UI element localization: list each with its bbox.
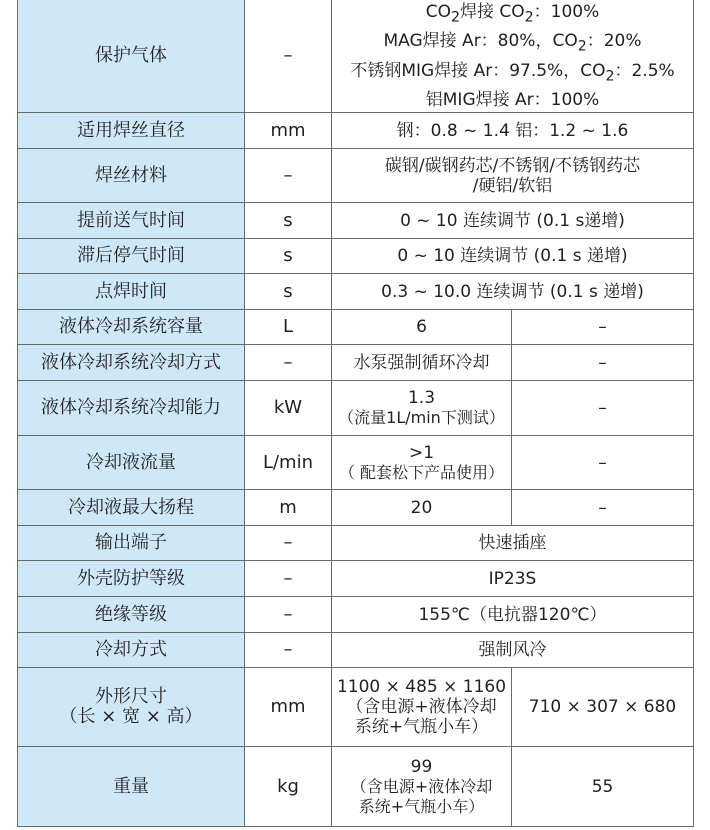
row-value: 快速插座	[332, 526, 694, 561]
table-row	[18, 597, 694, 633]
row-unit: –	[245, 149, 332, 203]
row-unit: –	[245, 633, 332, 668]
table-row	[18, 345, 694, 381]
row-label: 滞后停气时间	[18, 239, 245, 274]
row-label: 焊丝材料	[18, 149, 245, 203]
row-value-b: 55	[512, 747, 694, 827]
row-value: 碳钢/碳钢药芯/不锈钢/不锈钢药芯 /硬铝/软铝	[332, 149, 694, 203]
row-unit: L	[245, 310, 332, 345]
value-note: （含电源+液体冷却 系统+气瓶小车）	[350, 776, 493, 816]
row-label: 液体冷却系统容量	[18, 310, 245, 345]
table-row	[18, 203, 694, 239]
row-unit: –	[245, 561, 332, 597]
row-value-b: –	[512, 436, 694, 490]
row-unit: –	[245, 526, 332, 561]
row-value-a: 水泵强制循环冷却	[332, 345, 512, 381]
row-unit: –	[245, 345, 332, 381]
row-label: 冷却液最大扬程	[18, 490, 245, 526]
value-main: 99	[410, 756, 433, 777]
row-label: 保护气体	[18, 0, 245, 113]
row-unit: s	[245, 274, 332, 310]
table-row	[18, 526, 694, 561]
table-row	[18, 747, 694, 827]
table-row	[18, 239, 694, 274]
row-value: 强制风冷	[332, 633, 694, 668]
row-unit: kW	[245, 381, 332, 436]
row-value-b: –	[512, 345, 694, 381]
row-value-b: 710 × 307 × 680	[512, 668, 694, 747]
table-row	[18, 0, 694, 113]
row-label: 重量	[18, 747, 245, 827]
row-value-a: 6	[332, 310, 512, 345]
gas-line: $CO_2$焊接 $CO_2$：100%	[425, 2, 600, 26]
value-note: （流量1L/min下测试）	[338, 408, 505, 428]
row-value-b: –	[512, 490, 694, 526]
row-unit: –	[245, 597, 332, 633]
row-value-a	[332, 381, 512, 436]
row-value: 0.3 ~ 10.0 连续调节 (0.1 s 递增)	[332, 274, 694, 310]
row-label: 绝缘等级	[18, 597, 245, 633]
row-value: IP23S	[332, 561, 694, 597]
gas-line: MAG焊接 Ar：80%，$CO_2$：20%	[383, 31, 642, 55]
gas-line: 铝MIG焊接 Ar：100%	[425, 90, 600, 111]
row-value-b: –	[512, 310, 694, 345]
row-label: 适用焊丝直径	[18, 113, 245, 149]
table-row	[18, 381, 694, 436]
table-row	[18, 436, 694, 490]
row-value: 0 ~ 10 连续调节 (0.1 s递增)	[332, 203, 694, 239]
table-row	[18, 113, 694, 149]
row-unit: m	[245, 490, 332, 526]
table-row	[18, 149, 694, 203]
row-label: 输出端子	[18, 526, 245, 561]
row-label: 提前送气时间	[18, 203, 245, 239]
row-value-a	[332, 436, 512, 490]
row-label: 冷却方式	[18, 633, 245, 668]
table-row	[18, 668, 694, 747]
value-main: >1	[408, 442, 435, 463]
spec-table	[17, 0, 694, 827]
row-unit: –	[245, 0, 332, 113]
row-value-b: –	[512, 381, 694, 436]
row-unit: kg	[245, 747, 332, 827]
row-unit: mm	[245, 113, 332, 149]
row-value: 155℃（电抗器120℃）	[332, 597, 694, 633]
table-row	[18, 310, 694, 345]
value-note: （ 配套松下产品使用）	[338, 462, 505, 482]
table-row	[18, 274, 694, 310]
row-label: 外形尺寸 （长 × 宽 × 高）	[18, 668, 245, 747]
row-label: 点焊时间	[18, 274, 245, 310]
row-label: 液体冷却系统冷却能力	[18, 381, 245, 436]
row-unit: L/min	[245, 436, 332, 490]
row-unit: s	[245, 203, 332, 239]
row-value-a: 1100 × 485 × 1160 （含电源+液体冷却 系统+气瓶小车）	[332, 668, 512, 747]
row-unit: mm	[245, 668, 332, 747]
shielding-gas-value	[332, 0, 694, 113]
row-unit: s	[245, 239, 332, 274]
table-row	[18, 633, 694, 668]
gas-line: 不锈钢MIG焊接 Ar：97.5%，$CO_2$：2.5%	[350, 60, 675, 85]
row-value-a: 20	[332, 490, 512, 526]
table-row	[18, 561, 694, 597]
table-row	[18, 490, 694, 526]
row-label: 外壳防护等级	[18, 561, 245, 597]
row-label: 液体冷却系统冷却方式	[18, 345, 245, 381]
row-value: 0 ~ 10 连续调节 (0.1 s 递增)	[332, 239, 694, 274]
row-label: 冷却液流量	[18, 436, 245, 490]
value-main: 1.3	[407, 388, 436, 409]
row-value: 钢：0.8 ~ 1.4 铝：1.2 ~ 1.6	[332, 113, 694, 149]
row-value-a	[332, 747, 512, 827]
